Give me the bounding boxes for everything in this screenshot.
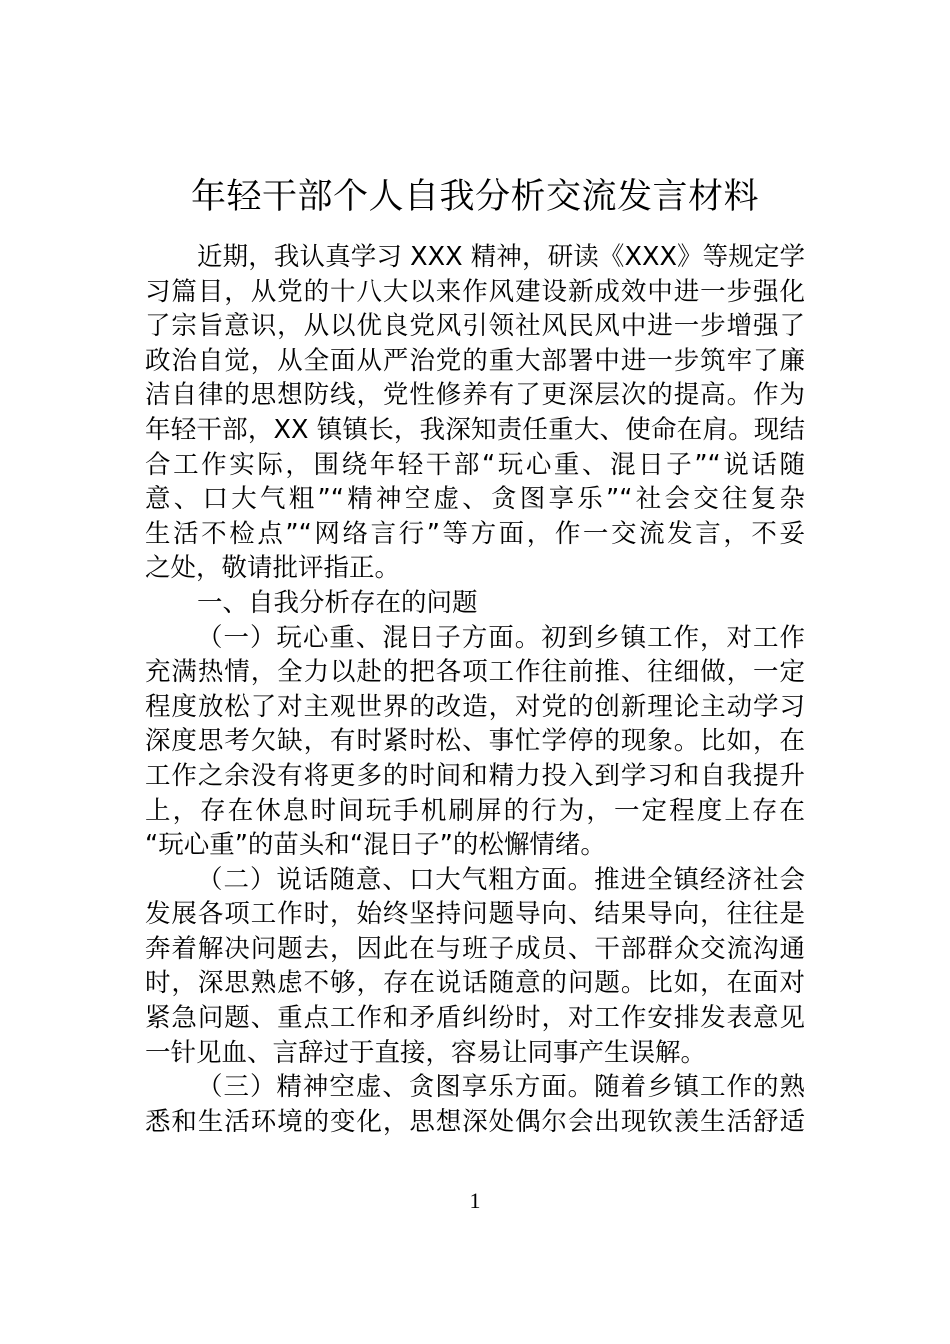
text-line: 意、口大气粗”“精神空虚、贪图享乐”“社会交往复杂 <box>145 484 805 515</box>
text-line: 一、自我分析存在的问题 <box>197 587 478 618</box>
text-line: （二）说话随意、口大气粗方面。推进全镇经济社会 <box>197 864 805 895</box>
text-line: 政治自觉，从全面从严治党的重大部署中进一步筑牢了廉 <box>145 345 805 376</box>
text-line: （三）精神空虚、贪图享乐方面。随着乡镇工作的熟 <box>197 1072 805 1103</box>
text-line: （一）玩心重、混日子方面。初到乡镇工作，对工作 <box>197 622 805 653</box>
text-line: 习篇目，从党的十八大以来作风建设新成效中进一步强化 <box>145 276 805 307</box>
text-line: 之处，敬请批评指正。 <box>145 553 401 584</box>
text-line: 紧急问题、重点工作和矛盾纠纷时，对工作安排发表意见 <box>145 1003 805 1034</box>
text-line: 洁自律的思想防线，党性修养有了更深层次的提高。作为 <box>145 380 805 411</box>
text-line: 工作之余没有将更多的时间和精力投入到学习和自我提升 <box>145 760 805 791</box>
text-line: 时，深思熟虑不够，存在说话随意的问题。比如，在面对 <box>145 968 805 999</box>
text-line: “玩心重”的苗头和“混日子”的松懈情绪。 <box>145 830 606 861</box>
text-line: 深度思考欠缺，有时紧时松、事忙学停的现象。比如，在 <box>145 726 805 757</box>
text-line: 程度放松了对主观世界的改造，对党的创新理论主动学习 <box>145 691 805 722</box>
text-line: 一针见血、言辞过于直接，容易让同事产生误解。 <box>145 1037 707 1068</box>
text-line: 上，存在休息时间玩手机刷屏的行为，一定程度上存在 <box>145 795 805 826</box>
text-line: 发展各项工作时，始终坚持问题导向、结果导向，往往是 <box>145 899 805 930</box>
text-line: 了宗旨意识，从以优良党风引领社风民风中进一步增强了 <box>145 311 805 342</box>
document-body <box>145 240 805 1139</box>
text-line: 合工作实际，围绕年轻干部“玩心重、混日子”“说话随 <box>145 449 805 480</box>
text-line: 年轻干部，XX 镇镇长，我深知责任重大、使命在肩。现结 <box>145 414 805 445</box>
text-line: 奔着解决问题去，因此在与班子成员、干部群众交流沟通 <box>145 933 805 964</box>
text-line: 生活不检点”“网络言行”等方面，作一交流发言，不妥 <box>145 518 805 549</box>
text-line: 充满热情，全力以赴的把各项工作往前推、往细做，一定 <box>145 657 805 688</box>
page-number: 1 <box>469 1188 481 1213</box>
text-line: 悉和生活环境的变化，思想深处偶尔会出现钦羡生活舒适 <box>145 1106 805 1137</box>
text-line: 近期，我认真学习 XXX 精神，研读《XXX》等规定学 <box>197 242 805 272</box>
document-title: 年轻干部个人自我分析交流发言材料 <box>190 177 759 217</box>
